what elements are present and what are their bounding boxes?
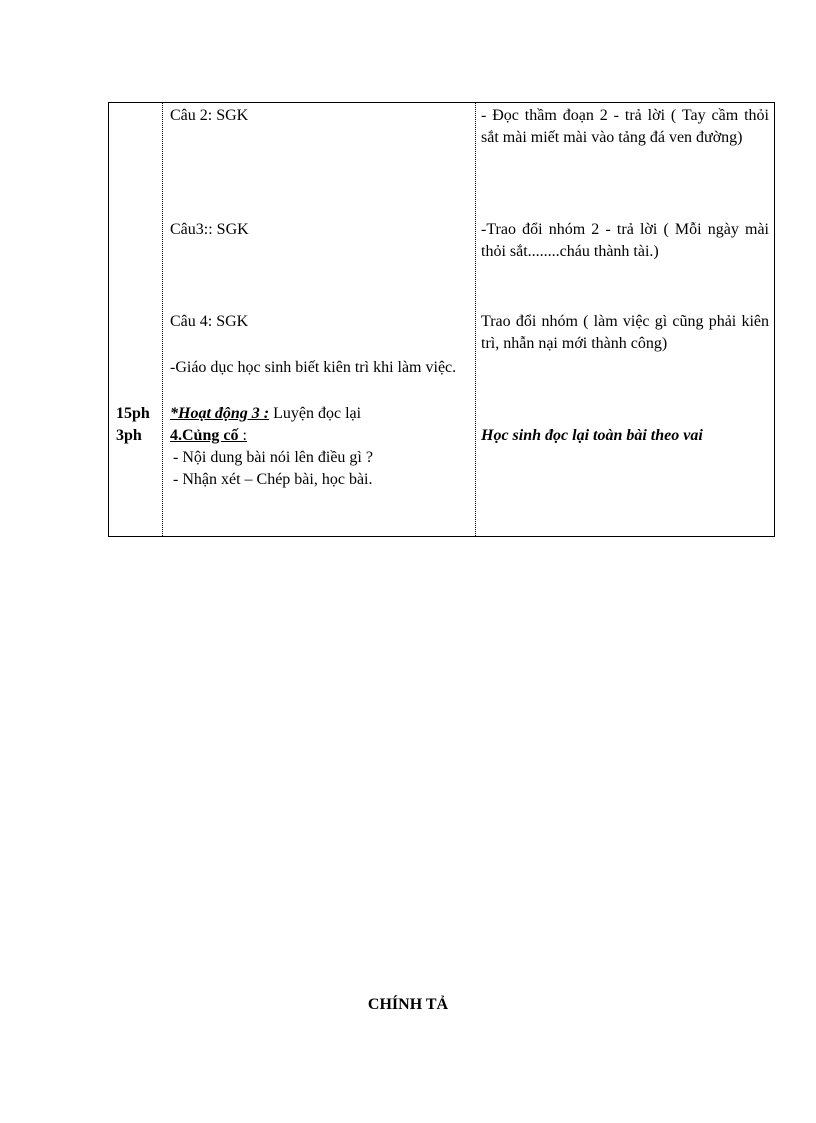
- answer-2: - Đọc thầm đoạn 2 - trả lời ( Tay cầm thỏi sắt mài miết mài vào tảng đá ven đường): [481, 107, 769, 146]
- time-3ph: 3ph: [116, 427, 142, 444]
- activity-3-label: *Hoạt động 3 :: [170, 405, 270, 422]
- time-column: [109, 103, 163, 536]
- consolidation-colon: :: [238, 427, 247, 444]
- teacher-activity-column: [162, 103, 476, 536]
- question-2: Câu 2: SGK: [170, 107, 249, 124]
- reading-activity: Học sinh đọc lại toàn bài theo vai: [481, 427, 703, 444]
- activity-3: [170, 403, 361, 425]
- time-15ph: 15ph: [116, 405, 150, 422]
- question-4: Câu 4: SGK: [170, 313, 249, 330]
- student-activity-column: [475, 103, 774, 536]
- question-3: Câu3:: SGK: [170, 221, 249, 238]
- remark: - Nhận xét – Chép bài, học bài.: [173, 471, 373, 488]
- consolidation-label: 4.Củng cố: [170, 427, 239, 444]
- answer-3: -Trao đổi nhóm 2 - trả lời ( Mỗi ngày mài thỏi sắt........cháu thành tài.): [481, 221, 769, 260]
- answer-4: Trao đổi nhóm ( làm việc gì cũng phải kiên trì, nhẫn nại mới thành công): [481, 313, 769, 352]
- education-note: -Giáo dục học sinh biết kiên trì khi làm việc.: [170, 359, 457, 376]
- content-question: - Nội dung bài nói lên điều gì ?: [173, 449, 373, 466]
- consolidation: [170, 425, 247, 447]
- activity-3-text: Luyện đọc lại: [269, 405, 362, 422]
- lesson-table: [108, 102, 775, 537]
- section-title: CHÍNH TẢ: [367, 996, 449, 1013]
